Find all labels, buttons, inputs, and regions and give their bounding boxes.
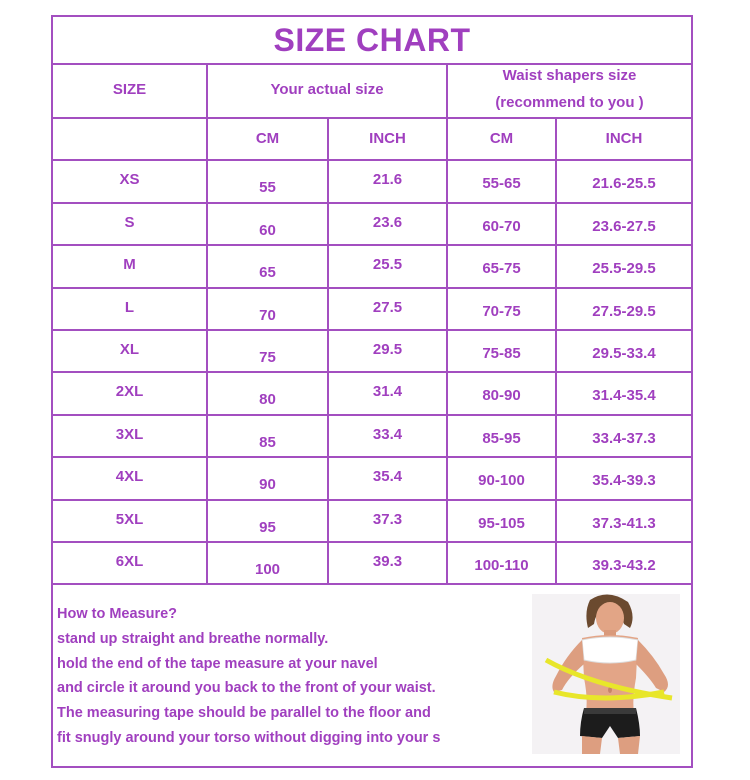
rule	[53, 117, 691, 119]
shaper-cm-cell: 100-110	[474, 557, 529, 574]
shaper-cm-header: CM	[489, 130, 514, 147]
actual-cm-cell: 60	[259, 222, 276, 239]
size-cell: 4XL	[115, 468, 144, 485]
shaper-inch-cell: 29.5-33.4	[592, 345, 656, 362]
how-to-heading: How to Measure?	[57, 606, 178, 622]
shaper-inch-cell: 21.6-25.5	[592, 175, 656, 192]
actual-cm-cell: 75	[259, 349, 276, 366]
shaper-inch-header: INCH	[605, 130, 643, 147]
shaper-inch-cell: 37.3-41.3	[592, 515, 656, 532]
actual-inch-cell: 39.3	[372, 553, 403, 570]
size-cell: 6XL	[115, 553, 144, 570]
shaper-cm-cell: 80-90	[482, 387, 521, 404]
shaper-cm-cell: 85-95	[482, 430, 521, 447]
shaper-inch-cell: 23.6-27.5	[592, 218, 656, 235]
shaper-cm-cell: 90-100	[478, 472, 525, 489]
actual-inch-cell: 27.5	[372, 299, 403, 316]
shaper-inch-cell: 31.4-35.4	[592, 387, 656, 404]
actual-cm-header: CM	[255, 130, 280, 147]
measuring-waist-photo	[532, 594, 680, 754]
size-chart	[51, 15, 693, 768]
rule	[53, 159, 691, 161]
size-header: SIZE	[112, 81, 147, 98]
actual-inch-cell: 29.5	[372, 341, 403, 358]
shaper-size-subheader: (recommend to you )	[495, 94, 644, 111]
actual-cm-cell: 95	[259, 519, 276, 536]
rule	[53, 541, 691, 543]
how-to-measure	[57, 602, 527, 751]
size-cell: XS	[119, 171, 140, 188]
how-to-line: fit snugly around your torso without digging into your s	[57, 729, 441, 746]
rule	[53, 202, 691, 204]
actual-inch-cell: 35.4	[372, 468, 403, 485]
size-cell: XL	[119, 341, 140, 358]
how-to-line: and circle it around you back to the front of your waist.	[57, 680, 436, 697]
rule	[53, 244, 691, 246]
shaper-inch-cell: 27.5-29.5	[592, 303, 656, 320]
actual-inch-header: INCH	[369, 130, 406, 147]
actual-cm-cell: 85	[259, 434, 276, 451]
how-to-line: The measuring tape should be parallel to the floor and	[57, 705, 431, 722]
actual-inch-cell: 21.6	[372, 171, 403, 188]
actual-inch-cell: 25.5	[372, 256, 403, 273]
actual-inch-cell: 37.3	[372, 511, 403, 528]
size-cell: L	[124, 299, 135, 316]
shaper-inch-cell: 33.4-37.3	[592, 430, 656, 447]
actual-cm-cell: 80	[259, 391, 276, 408]
actual-cm-cell: 65	[259, 264, 276, 281]
rule	[53, 456, 691, 458]
shaper-inch-cell: 39.3-43.2	[592, 557, 656, 574]
shaper-cm-cell: 75-85	[482, 345, 521, 362]
rule	[53, 329, 691, 331]
how-to-line: stand up straight and breathe normally.	[57, 630, 329, 647]
rule	[53, 499, 691, 501]
rule	[53, 63, 691, 65]
size-cell: M	[123, 256, 136, 273]
size-cell: S	[124, 214, 135, 231]
chart-title: SIZE CHART	[273, 22, 471, 58]
actual-cm-cell: 90	[259, 476, 276, 493]
actual-cm-cell: 55	[259, 179, 276, 196]
shaper-inch-cell: 25.5-29.5	[592, 260, 656, 277]
shaper-cm-cell: 55-65	[482, 175, 521, 192]
shaper-cm-cell: 65-75	[482, 260, 521, 277]
rule	[53, 414, 691, 416]
shaper-cm-cell: 95-105	[478, 515, 525, 532]
shaper-size-header: Waist shapers size	[502, 67, 637, 84]
shaper-cm-cell: 60-70	[482, 218, 521, 235]
size-cell: 3XL	[115, 426, 144, 443]
actual-cm-cell: 70	[259, 307, 276, 324]
size-cell: 2XL	[115, 383, 144, 400]
rule	[53, 583, 691, 585]
rule	[53, 371, 691, 373]
actual-cm-cell: 100	[254, 561, 281, 578]
shaper-cm-cell: 70-75	[482, 303, 521, 320]
actual-inch-cell: 31.4	[372, 383, 403, 400]
size-cell: 5XL	[115, 511, 144, 528]
actual-size-header: Your actual size	[270, 81, 384, 98]
actual-inch-cell: 23.6	[372, 214, 403, 231]
how-to-line: hold the end of the tape measure at your navel	[57, 655, 378, 672]
shaper-inch-cell: 35.4-39.3	[592, 472, 656, 489]
actual-inch-cell: 33.4	[372, 426, 403, 443]
rule	[53, 287, 691, 289]
